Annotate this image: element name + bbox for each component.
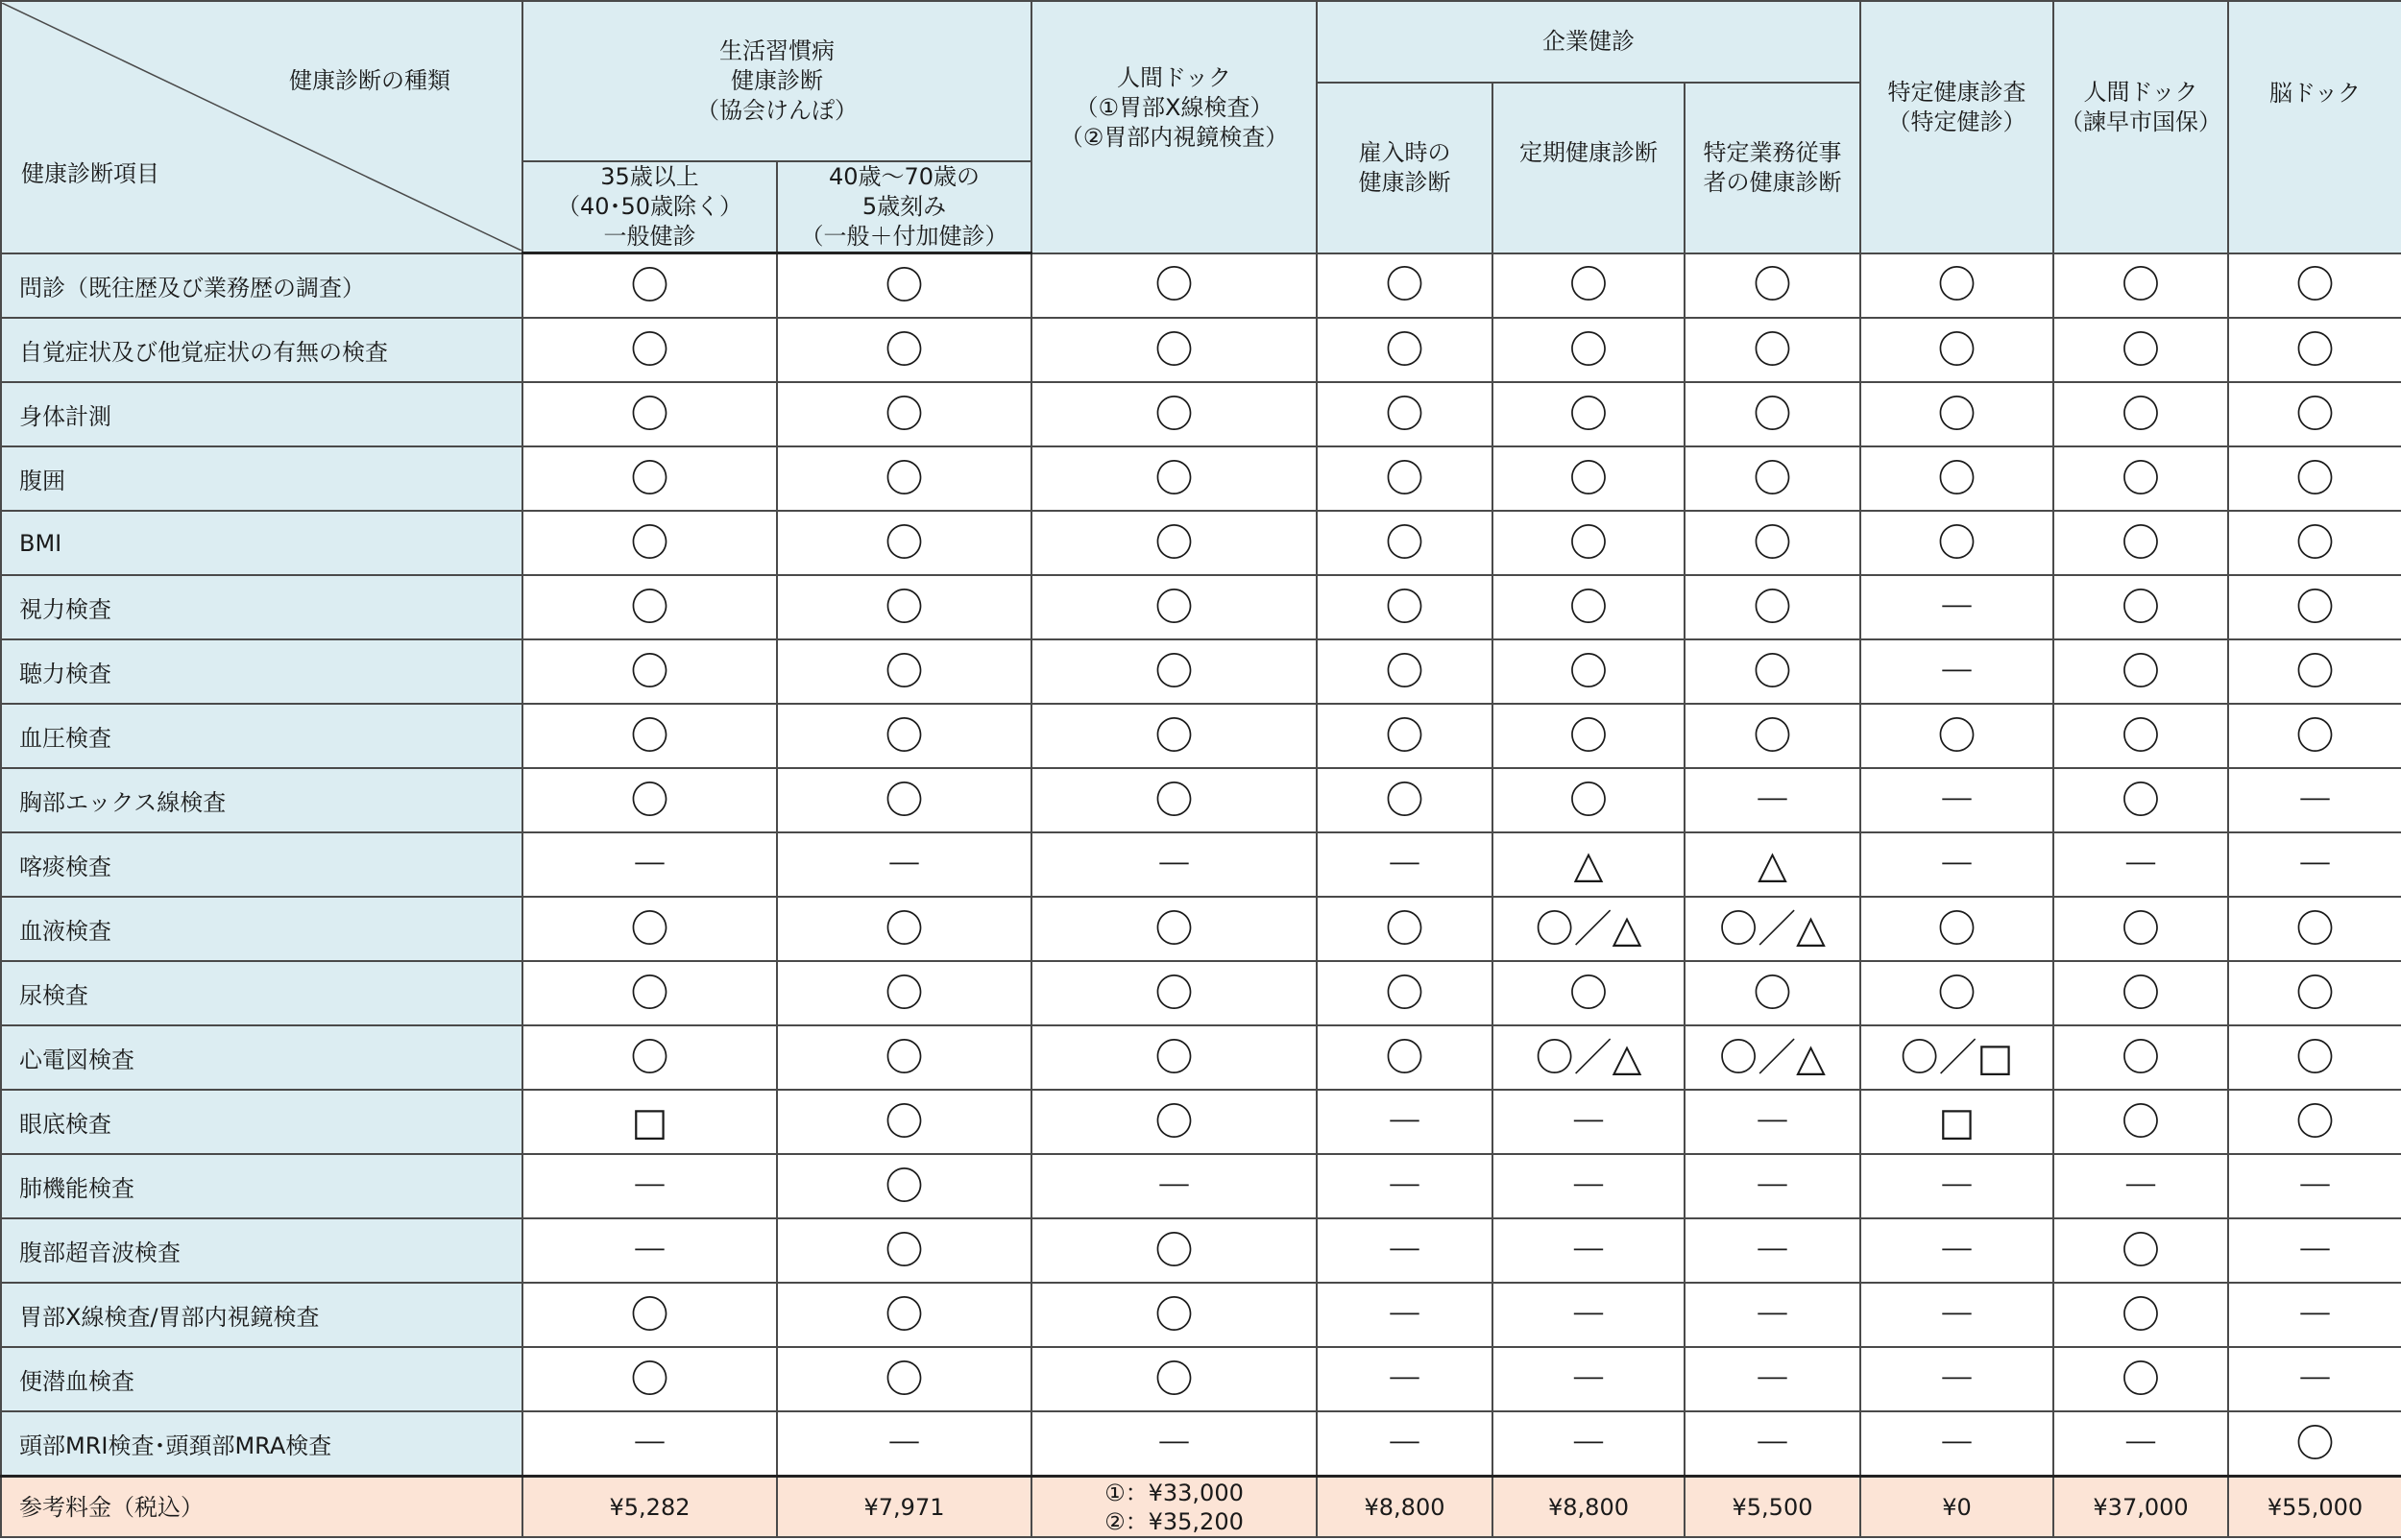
table-cell: － — [1031, 1411, 1317, 1477]
table-cell: 〇 — [1317, 897, 1492, 961]
table-cell: 〇 — [2228, 897, 2401, 961]
table-cell: 〇 — [522, 897, 777, 961]
row-label: 頭部MRI検査･頭頚部MRA検査 — [1, 1411, 522, 1477]
table-cell: － — [1685, 1283, 1860, 1347]
table-header — [1, 1, 2401, 253]
table-cell: － — [1492, 1411, 1685, 1477]
table-cell: － — [1685, 1218, 1860, 1283]
header-teiki: 定期健康診断 — [1492, 83, 1685, 253]
fee-row — [1, 1477, 2401, 1538]
table-cell: 〇 — [777, 704, 1031, 768]
table-cell: － — [2228, 832, 2401, 897]
table-cell: 〇／△ — [1685, 1025, 1860, 1090]
row-label: 聴力検査 — [1, 639, 522, 704]
table-cell: 〇 — [522, 768, 777, 832]
table-cell: 〇 — [2228, 1090, 2401, 1154]
table-cell: 〇 — [522, 575, 777, 639]
header-koinyu: 雇入時の 健康診断 — [1317, 83, 1492, 253]
fee-label: 参考料金（税込） — [1, 1477, 522, 1538]
fee-value: ¥37,000 — [2053, 1477, 2228, 1538]
table-cell: 〇 — [1031, 1218, 1317, 1283]
table-cell: 〇 — [2228, 253, 2401, 319]
table-row — [1, 1283, 2401, 1347]
table-cell: 〇 — [1860, 318, 2053, 382]
row-label: BMI — [1, 511, 522, 575]
row-label: 肺機能検査 — [1, 1154, 522, 1218]
table-cell: － — [1031, 1154, 1317, 1218]
table-cell: － — [1860, 1347, 2053, 1411]
table-cell: 〇 — [2228, 382, 2401, 446]
table-cell: 〇 — [777, 639, 1031, 704]
table-cell: 〇 — [1685, 511, 1860, 575]
table-row — [1, 253, 2401, 319]
table-cell: 〇 — [2053, 1347, 2228, 1411]
table-row — [1, 1411, 2401, 1477]
row-label: 尿検査 — [1, 961, 522, 1025]
table-cell: 〇 — [522, 318, 777, 382]
table-cell: 〇 — [1860, 897, 2053, 961]
table-cell: － — [2053, 832, 2228, 897]
table-cell: － — [777, 832, 1031, 897]
table-cell: － — [2228, 768, 2401, 832]
table-cell: － — [522, 1411, 777, 1477]
table-row — [1, 318, 2401, 382]
fee-value: ¥5,500 — [1685, 1477, 1860, 1538]
table-cell: 〇 — [1031, 575, 1317, 639]
table-cell: 〇／□ — [1860, 1025, 2053, 1090]
table-cell: － — [1685, 768, 1860, 832]
table-cell: － — [777, 1411, 1031, 1477]
table-row — [1, 575, 2401, 639]
table-cell: 〇 — [1492, 511, 1685, 575]
header-seikatsu: 生活習慣病 健康診断 （協会けんぽ） — [522, 1, 1031, 161]
corner-header — [1, 1, 522, 253]
table-cell: － — [1860, 575, 2053, 639]
table-cell: 〇 — [1031, 318, 1317, 382]
table-cell: 〇 — [2228, 318, 2401, 382]
table-cell: 〇 — [1031, 768, 1317, 832]
table-cell: 〇 — [1031, 961, 1317, 1025]
row-label: 視力検査 — [1, 575, 522, 639]
table-cell: － — [1685, 1154, 1860, 1218]
table-row — [1, 1154, 2401, 1218]
table-cell: 〇 — [777, 1347, 1031, 1411]
table-cell: 〇 — [1317, 446, 1492, 511]
table-cell: － — [1860, 832, 2053, 897]
table-row — [1, 1218, 2401, 1283]
table-cell: － — [1860, 1411, 2053, 1477]
row-label: 眼底検査 — [1, 1090, 522, 1154]
table-cell: 〇 — [1860, 446, 2053, 511]
table-row — [1, 768, 2401, 832]
table-cell: － — [2228, 1154, 2401, 1218]
row-label: 血液検査 — [1, 897, 522, 961]
table-cell: 〇 — [1031, 1283, 1317, 1347]
fee-value: ¥5,282 — [522, 1477, 777, 1538]
table-row — [1, 961, 2401, 1025]
row-label: 自覚症状及び他覚症状の有無の検査 — [1, 318, 522, 382]
table-cell: 〇 — [1031, 1347, 1317, 1411]
table-cell: 〇 — [1492, 961, 1685, 1025]
table-cell: － — [1685, 1347, 1860, 1411]
table-cell: － — [1317, 1154, 1492, 1218]
table-cell: 〇 — [1031, 382, 1317, 446]
row-label: 腹囲 — [1, 446, 522, 511]
table-cell: △ — [1492, 832, 1685, 897]
table-cell: 〇 — [1860, 511, 2053, 575]
table-cell: － — [2053, 1411, 2228, 1477]
table-cell: 〇 — [522, 961, 777, 1025]
table-cell: 〇 — [1317, 1025, 1492, 1090]
table-body — [1, 253, 2401, 1538]
table-cell: 〇 — [522, 1347, 777, 1411]
table-cell: 〇 — [1031, 1025, 1317, 1090]
table-cell: 〇 — [2228, 961, 2401, 1025]
row-label: 喀痰検査 — [1, 832, 522, 897]
table-cell: 〇／△ — [1492, 897, 1685, 961]
fee-value: ①：¥33,000 ②：¥35,200 — [1031, 1477, 1317, 1538]
table-cell: 〇 — [1685, 318, 1860, 382]
table-cell: 〇 — [1317, 253, 1492, 319]
table-cell: 〇 — [522, 446, 777, 511]
table-cell: 〇 — [2053, 768, 2228, 832]
table-cell: 〇／△ — [1492, 1025, 1685, 1090]
table-cell: － — [1492, 1283, 1685, 1347]
table-cell: － — [1860, 1283, 2053, 1347]
header-ningen-dock: 人間ドック （①胃部X線検査） （②胃部内視鏡検査） — [1031, 1, 1317, 253]
table-cell: － — [2228, 1347, 2401, 1411]
corner-bottom-label: 健康診断項目 — [21, 160, 159, 188]
table-cell: － — [1317, 1283, 1492, 1347]
table-cell: 〇 — [2053, 318, 2228, 382]
row-label: 血圧検査 — [1, 704, 522, 768]
table-cell: △ — [1685, 832, 1860, 897]
table-cell: 〇 — [777, 446, 1031, 511]
table-cell: － — [1860, 639, 2053, 704]
row-label: 問診（既往歴及び業務歴の調査） — [1, 253, 522, 319]
table-cell: － — [1492, 1218, 1685, 1283]
table-row — [1, 639, 2401, 704]
table-cell: 〇 — [2228, 575, 2401, 639]
table-cell: 〇 — [777, 1025, 1031, 1090]
table-cell: 〇 — [1685, 253, 1860, 319]
table-cell: 〇 — [522, 704, 777, 768]
table-cell: 〇／△ — [1685, 897, 1860, 961]
table-cell: 〇 — [777, 897, 1031, 961]
table-cell: 〇 — [2053, 511, 2228, 575]
table-cell: － — [1317, 1347, 1492, 1411]
table-row — [1, 897, 2401, 961]
table-cell: 〇 — [1317, 511, 1492, 575]
table-row — [1, 1025, 2401, 1090]
header-seikatsu-35: 35歳以上 （40･50歳除く） 一般健診 — [522, 161, 777, 253]
table-cell: 〇 — [1317, 382, 1492, 446]
table-cell: 〇 — [522, 1283, 777, 1347]
row-label: 心電図検査 — [1, 1025, 522, 1090]
header-tokutei-gyomu: 特定業務従事 者の健康診断 — [1685, 83, 1860, 253]
table-cell: － — [2228, 1218, 2401, 1283]
fee-value: ¥7,971 — [777, 1477, 1031, 1538]
table-cell: 〇 — [2228, 511, 2401, 575]
table-cell: 〇 — [1860, 253, 2053, 319]
table-cell: 〇 — [2053, 897, 2228, 961]
table-cell: 〇 — [1685, 575, 1860, 639]
table-cell: － — [1317, 832, 1492, 897]
table-cell: 〇 — [1031, 897, 1317, 961]
corner-top-label: 健康診断の種類 — [289, 67, 450, 95]
diagonal-line — [2, 3, 521, 251]
table-cell: 〇 — [1031, 446, 1317, 511]
header-kigyo: 企業健診 — [1317, 1, 1860, 83]
table-cell: － — [1317, 1218, 1492, 1283]
fee-value: ¥0 — [1860, 1477, 2053, 1538]
table-cell: － — [1317, 1090, 1492, 1154]
table-cell: 〇 — [1317, 768, 1492, 832]
table-cell: 〇 — [2053, 446, 2228, 511]
table-cell: 〇 — [1492, 768, 1685, 832]
table-cell: 〇 — [1685, 382, 1860, 446]
table-cell: 〇 — [777, 575, 1031, 639]
table-row — [1, 704, 2401, 768]
table-cell: － — [522, 832, 777, 897]
table-cell: 〇 — [522, 639, 777, 704]
table-cell: 〇 — [2053, 704, 2228, 768]
table-cell: 〇 — [1317, 704, 1492, 768]
table-cell: － — [1860, 1154, 2053, 1218]
header-ningen-dock-isahaya: 人間ドック （諫早市国保） — [2053, 1, 2228, 253]
table-cell: 〇 — [777, 961, 1031, 1025]
row-label: 腹部超音波検査 — [1, 1218, 522, 1283]
table-cell: － — [1685, 1090, 1860, 1154]
table-cell: 〇 — [2053, 382, 2228, 446]
table-row — [1, 511, 2401, 575]
table-cell: 〇 — [1685, 704, 1860, 768]
table-cell: － — [1860, 1218, 2053, 1283]
table-cell: 〇 — [2228, 1025, 2401, 1090]
table-cell: 〇 — [777, 1090, 1031, 1154]
table-cell: □ — [522, 1090, 777, 1154]
table-cell: 〇 — [1492, 639, 1685, 704]
header-seikatsu-40: 40歳～70歳の 5歳刻み （一般＋付加健診） — [777, 161, 1031, 253]
table-cell: 〇 — [777, 318, 1031, 382]
table-cell: 〇 — [1492, 382, 1685, 446]
table-cell: 〇 — [1031, 511, 1317, 575]
table-cell: 〇 — [777, 768, 1031, 832]
table-cell: 〇 — [1317, 318, 1492, 382]
table-cell: 〇 — [777, 1154, 1031, 1218]
table-row — [1, 1347, 2401, 1411]
table-cell: 〇 — [2228, 446, 2401, 511]
table-cell: 〇 — [2053, 1283, 2228, 1347]
table-cell: 〇 — [522, 382, 777, 446]
table-cell: － — [1492, 1154, 1685, 1218]
table-cell: 〇 — [1031, 704, 1317, 768]
table-cell: － — [1492, 1347, 1685, 1411]
table-cell: 〇 — [1685, 446, 1860, 511]
table-cell: － — [1860, 768, 2053, 832]
table-cell: 〇 — [2053, 575, 2228, 639]
table-cell: － — [522, 1154, 777, 1218]
table-cell: 〇 — [2053, 253, 2228, 319]
table-cell: 〇 — [1031, 253, 1317, 319]
table-cell: 〇 — [777, 511, 1031, 575]
table-cell: 〇 — [1317, 639, 1492, 704]
table-cell: 〇 — [2053, 1218, 2228, 1283]
table-cell: － — [1685, 1411, 1860, 1477]
table-cell: 〇 — [1492, 575, 1685, 639]
row-label: 身体計測 — [1, 382, 522, 446]
table-cell: － — [1031, 832, 1317, 897]
table-row — [1, 446, 2401, 511]
table-cell: － — [2053, 1154, 2228, 1218]
table-cell: 〇 — [522, 511, 777, 575]
header-nou-dock: 脳ドック — [2228, 1, 2401, 253]
row-label: 胃部X線検査/胃部内視鏡検査 — [1, 1283, 522, 1347]
fee-value: ¥8,800 — [1492, 1477, 1685, 1538]
table-cell: 〇 — [1317, 575, 1492, 639]
table-cell: 〇 — [1492, 704, 1685, 768]
table-cell: － — [2228, 1283, 2401, 1347]
table-cell: □ — [1860, 1090, 2053, 1154]
table-cell: 〇 — [1492, 446, 1685, 511]
row-label: 便潜血検査 — [1, 1347, 522, 1411]
fee-value: ¥55,000 — [2228, 1477, 2401, 1538]
table-cell: 〇 — [1492, 253, 1685, 319]
table-row — [1, 382, 2401, 446]
table-cell: 〇 — [2228, 1411, 2401, 1477]
table-cell: 〇 — [2228, 704, 2401, 768]
table-cell: 〇 — [2053, 1090, 2228, 1154]
table-cell: 〇 — [2053, 639, 2228, 704]
table-row — [1, 832, 2401, 897]
table-cell: 〇 — [1492, 318, 1685, 382]
table-cell: 〇 — [2053, 1025, 2228, 1090]
table-cell: 〇 — [522, 1025, 777, 1090]
table-cell: 〇 — [1685, 961, 1860, 1025]
table-cell: 〇 — [2228, 639, 2401, 704]
header-tokutei-kenshin: 特定健康診査 （特定健診） — [1860, 1, 2053, 253]
row-label: 胸部エックス線検査 — [1, 768, 522, 832]
table-cell: － — [1317, 1411, 1492, 1477]
table-cell: 〇 — [1685, 639, 1860, 704]
table-cell: 〇 — [777, 253, 1031, 319]
table-cell: 〇 — [1860, 704, 2053, 768]
table-cell: 〇 — [777, 382, 1031, 446]
table-cell: 〇 — [522, 253, 777, 319]
table-cell: － — [1492, 1090, 1685, 1154]
fee-value: ¥8,800 — [1317, 1477, 1492, 1538]
table-cell: 〇 — [2053, 961, 2228, 1025]
table-cell: 〇 — [1317, 961, 1492, 1025]
table-cell: 〇 — [777, 1283, 1031, 1347]
table-cell: 〇 — [777, 1218, 1031, 1283]
table-cell: 〇 — [1031, 639, 1317, 704]
table-cell: － — [522, 1218, 777, 1283]
table-cell: 〇 — [1860, 382, 2053, 446]
table-cell: 〇 — [1031, 1090, 1317, 1154]
table-row — [1, 1090, 2401, 1154]
table-cell: 〇 — [1860, 961, 2053, 1025]
